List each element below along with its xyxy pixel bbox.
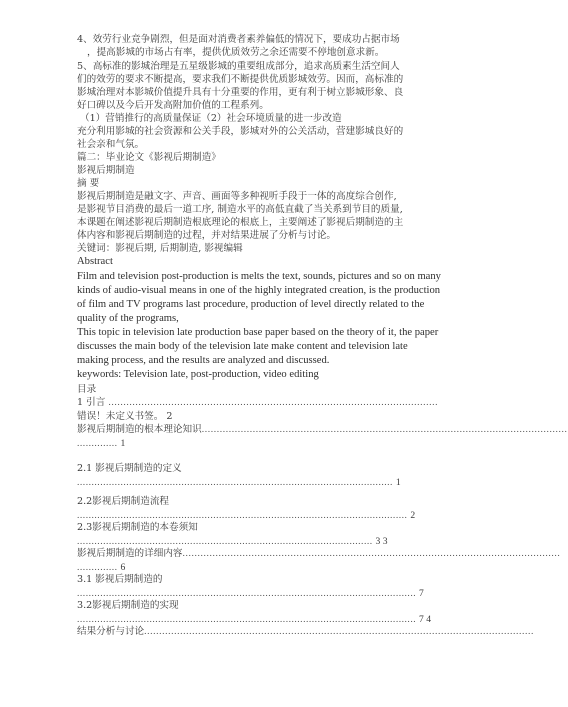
toc-entry-continuation [77,476,422,489]
toc-entry-results[interactable] [77,625,534,638]
abstract-en-line: quality of the programs, [77,313,179,324]
body-text-line: 好口碑以及今后开发高附加价值的工程系列。 [77,100,269,111]
toc-entry-continuation [77,437,422,450]
toc-page-number: 3 3 [375,536,388,547]
toc-leader-dots: ...................................................................................................... [77,536,376,547]
toc-leader-dots: .............................................................................................................. [105,397,439,408]
abstract-en-heading: Abstract [77,256,113,267]
toc-entry-definition[interactable]: 2.1 影视后期制造的定义 [77,463,182,474]
document-title: 影视后期制造 [77,165,135,176]
toc-entry-label: 影视后期制造的根本理论知识 [77,424,202,435]
body-text-line: 社会亲和气氛。 [77,139,145,150]
toc-leader-dots: .............................................................................................................................. [182,548,561,559]
toc-entry-label: 1 引言 [77,397,106,408]
abstract-en-line: of film and TV programs last procedure, production of level directly related to the [77,299,425,310]
toc-leader-dots: ..................................................................................................................... [77,588,420,599]
toc-entry-details[interactable] [77,547,561,560]
abstract-cn-line: 本课题在阐述影视后期制造根底理论的根底上，主要阐述了影视后期制造的主 [77,217,404,228]
toc-leader-dots: ............................................................................................................. [77,477,396,488]
abstract-en-line: kinds of audio-visual means in one of the highly integrated creation, is the production [77,285,441,296]
toc-page-number: 7 [419,588,424,599]
toc-page-number: 2 [410,510,416,521]
body-text-line: ，提高影城的市场占有率，提供优质效劳之余还需要不停地创意求新。 [87,47,385,58]
abstract-en-line: This topic in television late production base paper based on the theory of it, the paper [77,327,439,338]
toc-entry-label: 结果分析与讨论 [77,626,145,637]
toc-page-number: 1 [395,477,401,488]
toc-leader-dots: ..................................................................................................................... [77,614,420,625]
toc-entry-process[interactable]: 2.2影视后期制造流程 [77,496,170,507]
toc-entry-basic-theory[interactable] [77,423,568,436]
toc-entry-label: 影视后期制造的详细内容 [77,548,183,559]
toc-entry-3-2[interactable]: 3.2影视后期制造的实现 [77,600,179,611]
keywords-en: keywords: Television late, post-production, video editing [77,369,319,380]
section-title: 篇二：毕业论文《影视后期制造》 [77,152,221,163]
abstract-en-line: Film and television post-production is melts the text, sounds, pictures and so on many [77,271,441,282]
toc-page-number: 1 [120,438,126,449]
toc-leader-dots: .................................................................................................................. [77,510,411,521]
body-text-line: 4、效劳行业竞争剧烈，但是面对消费者素养偏低的情况下，要成功占据市场 [77,34,400,45]
toc-leader-dots: .................................................................................................................................. [144,626,534,637]
toc-heading: 目录 [77,384,97,395]
abstract-en-line: making process, and the results are analyzed and discussed. [77,355,330,366]
toc-entry-error[interactable]: 错误！未定义书签。 2 [77,411,173,422]
toc-entry-3-1[interactable]: 3.1 影视后期制造的 [77,574,163,585]
toc-leader-dots: .............. [77,438,121,449]
toc-leader-dots: .......................................................................................................................... [201,424,568,435]
body-text-line: 5、高标准的影城治理是五星级影城的重要组成部分，追求高质素生活空间人 [77,61,400,72]
body-text-line: 们的效劳的要求不断提高，要求我们不断提供优质影城效劳。因而，高标准的 [77,74,404,85]
body-text-line: 影城治理对本影城价值提升具有十分重要的作用，更有利于树立影城形象、良 [77,87,404,98]
toc-entry-notes[interactable]: 2.3影视后期制造的本卷须知 [77,522,198,533]
toc-entry-intro[interactable] [77,396,439,409]
toc-page-number: 6 [120,562,126,573]
abstract-cn-heading: 摘 要 [77,178,100,189]
body-text-line: （1）营销推行的高质量保证（2）社会环境质量的进一步改造 [80,113,342,124]
abstract-cn-line: 影视后期制造是融文字、声音、画面等多种视听手段于一体的高度综合创作, [77,191,397,202]
abstract-cn-line: 体内容和影视后期制造的过程，并对结果进展了分析与讨论。 [77,230,337,241]
body-text-line: 充分利用影城的社会资源和公关手段，影城对外的公关活动，营建影城良好的 [77,126,404,137]
abstract-cn-line: 是影视节目消费的最后一道工序, 制造水平的高低直截了当关系到节目的质量, [77,204,403,215]
toc-page-number: 7 4 [419,614,432,625]
keywords-cn: 关键词：影视后期, 后期制造, 影视编辑 [77,243,243,254]
toc-leader-dots: .............. [77,562,121,573]
abstract-en-line: discusses the main body of the television late make content and television late [77,341,408,352]
